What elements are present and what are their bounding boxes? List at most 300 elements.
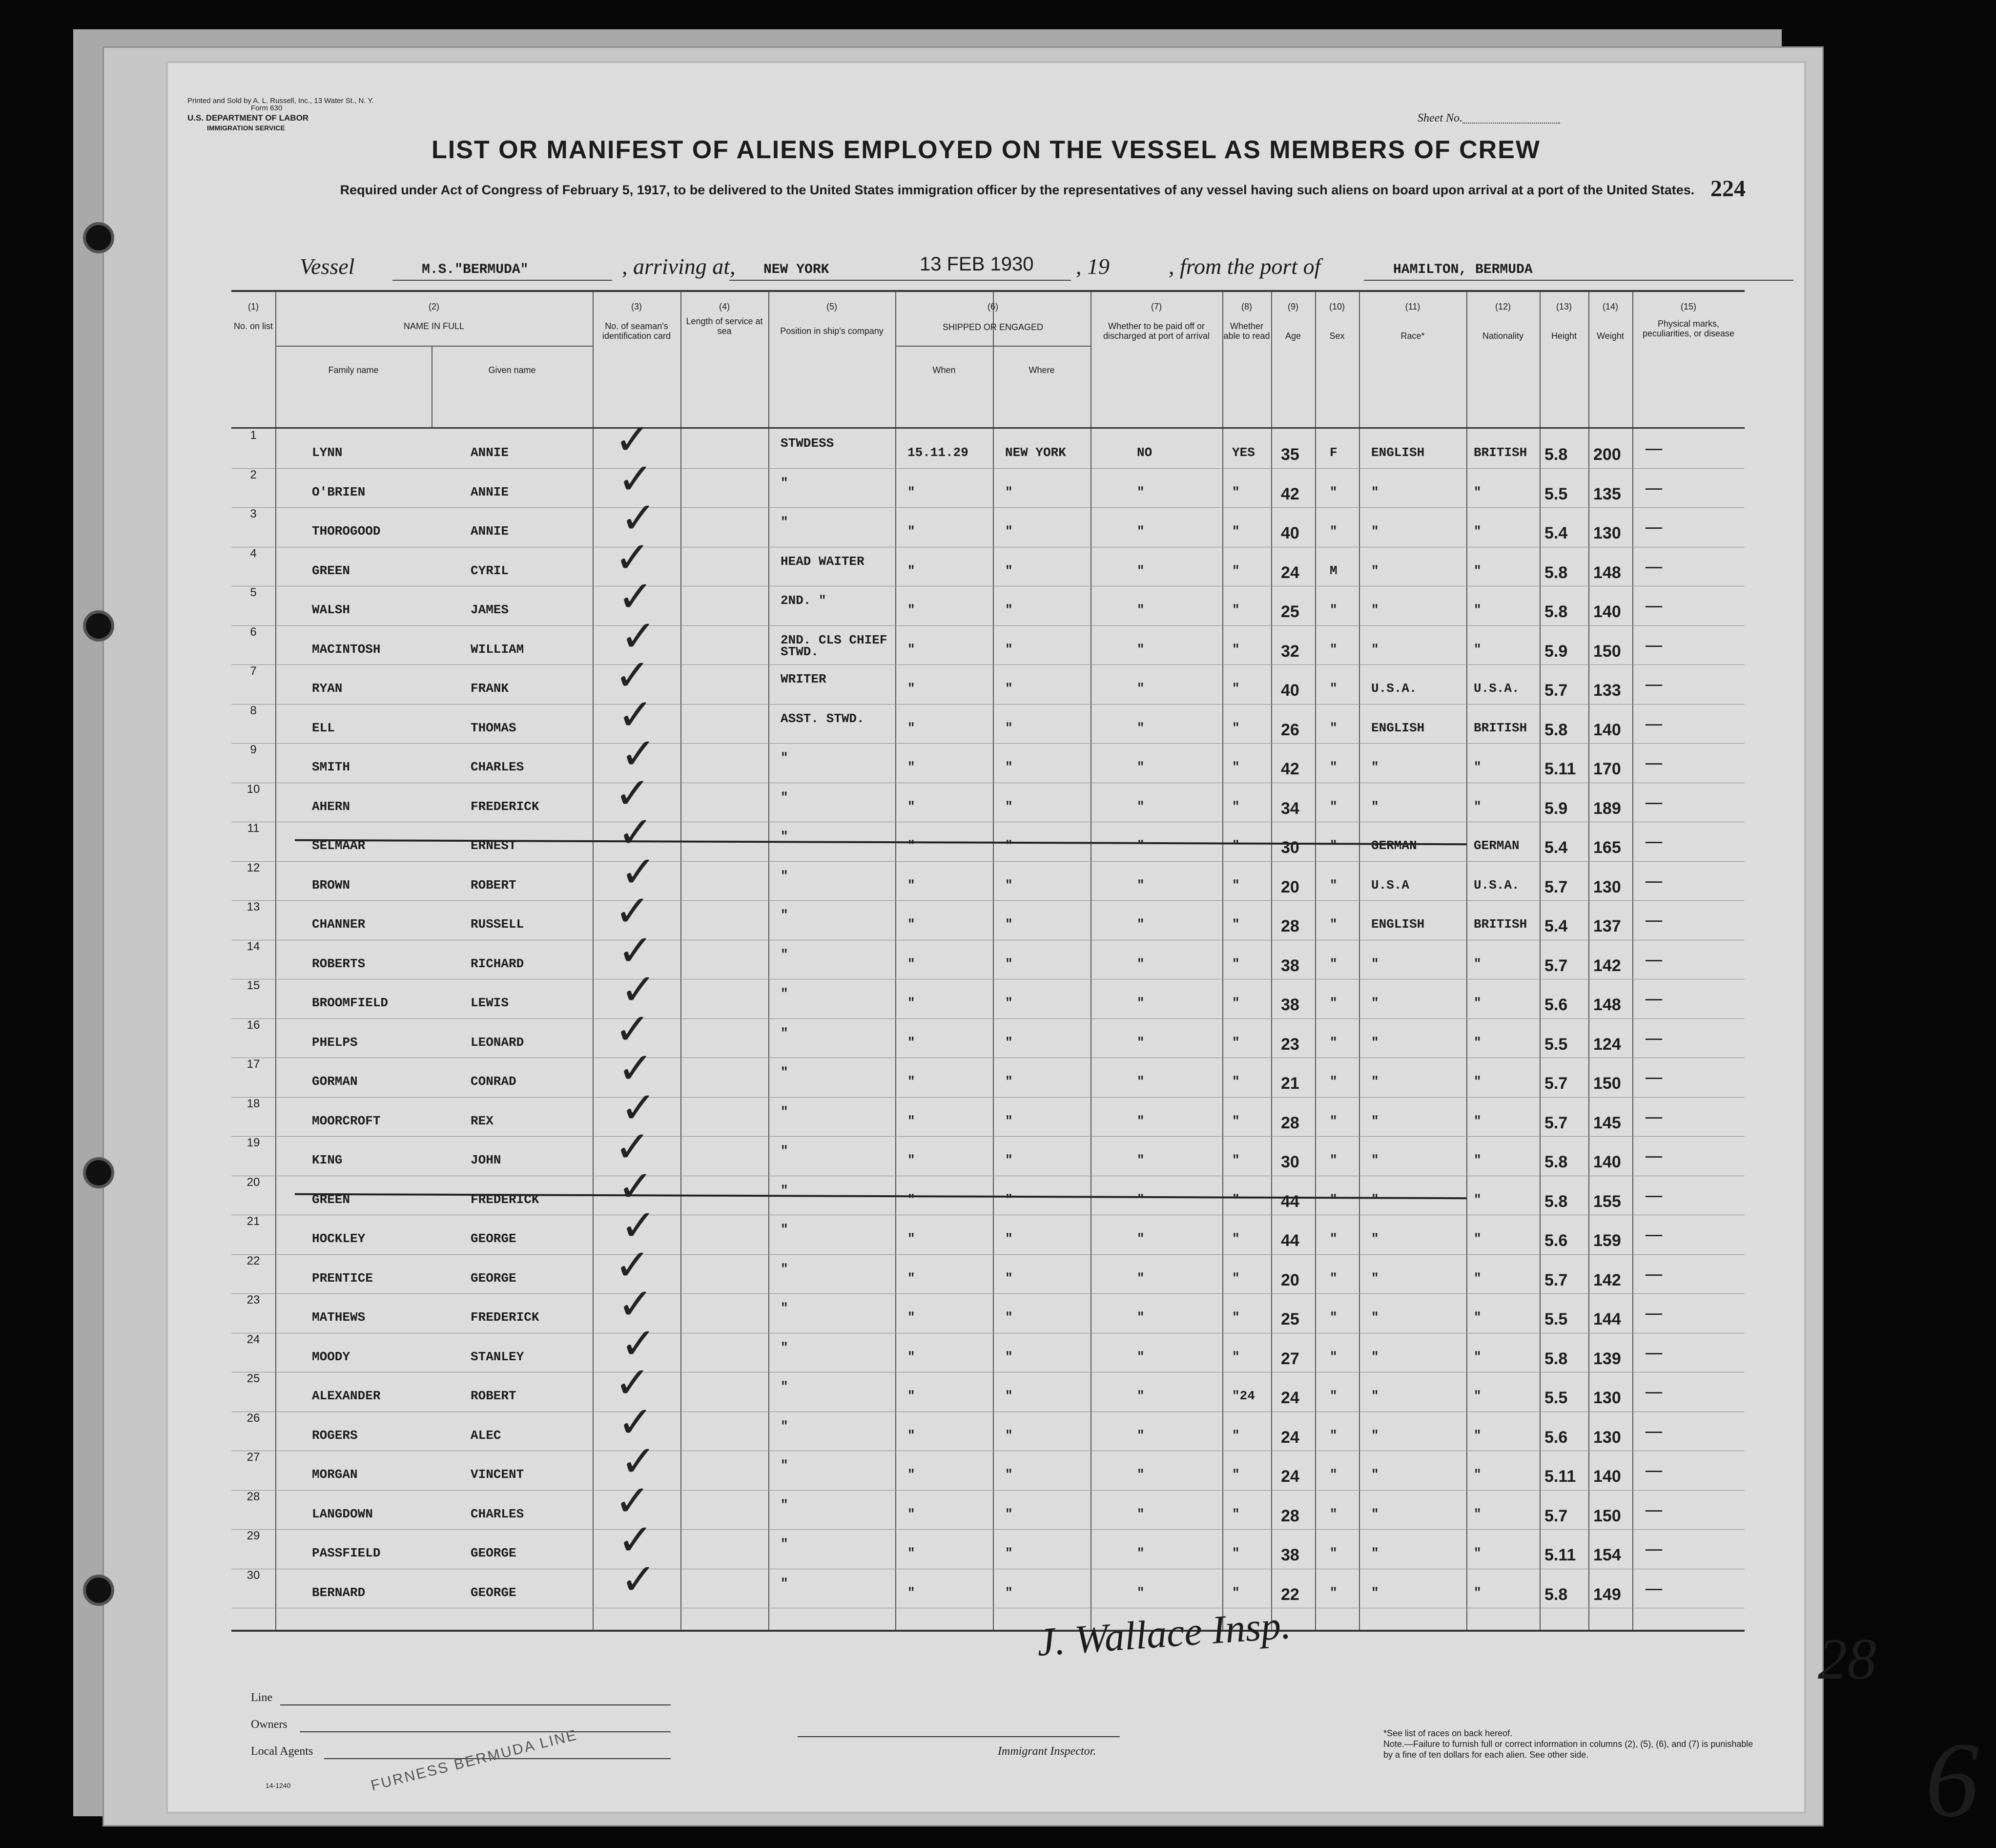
cell-where: " xyxy=(1005,996,1013,1010)
col-num-6: (6) xyxy=(988,302,998,311)
row-number: 7 xyxy=(250,664,257,678)
cell-given: GEORGE xyxy=(471,1270,516,1286)
cell-position: HEAD WAITER xyxy=(781,554,864,569)
cell-read: " xyxy=(1232,602,1240,617)
cell-position: " xyxy=(781,908,788,922)
cell-when: " xyxy=(907,1192,915,1207)
col-num-4: (4) xyxy=(719,302,730,311)
cell-family: BROWN xyxy=(312,877,350,893)
cell-when: " xyxy=(907,1585,915,1600)
cell-age: 38 xyxy=(1281,1546,1299,1564)
cell-nat: " xyxy=(1474,1113,1482,1128)
row-number: 27 xyxy=(247,1451,260,1464)
cell-position: " xyxy=(781,515,788,529)
row-number: 2 xyxy=(250,468,257,481)
row-number: 4 xyxy=(250,546,257,560)
cell-given: FREDERICK xyxy=(471,1192,539,1207)
col-num-15: (15) xyxy=(1680,302,1696,311)
cell-sex: " xyxy=(1330,1467,1338,1482)
marks-dash-icon: — xyxy=(1645,1027,1663,1049)
cell-where: " xyxy=(1005,1074,1013,1089)
header-paid-off: Whether to be paid off or discharged at port of arrival xyxy=(1103,321,1210,341)
marks-dash-icon: — xyxy=(1645,595,1663,616)
cell-age: 21 xyxy=(1281,1074,1299,1093)
cell-sex: " xyxy=(1330,1585,1338,1600)
footer-owners-label: Owners xyxy=(251,1718,288,1731)
cell-race: " xyxy=(1371,799,1379,814)
cell-given: ROBERT xyxy=(471,1389,516,1403)
date-underline xyxy=(915,280,1071,281)
cell-position: " xyxy=(781,1537,788,1551)
cell-read: " xyxy=(1232,1192,1240,1207)
check-mark-icon: ✓ xyxy=(615,768,651,818)
cell-when: " xyxy=(907,602,915,617)
arriving-port: NEW YORK xyxy=(763,262,829,277)
cell-family: O'BRIEN xyxy=(312,484,366,499)
cell-when: " xyxy=(907,838,915,853)
cell-given: ANNIE xyxy=(471,524,509,539)
row-number: 15 xyxy=(247,979,260,992)
cell-where: " xyxy=(1005,1546,1013,1560)
cell-height: 5.7 xyxy=(1544,877,1568,896)
cell-paid: " xyxy=(1137,996,1145,1010)
cell-read: " xyxy=(1232,1310,1240,1325)
cell-read: " xyxy=(1232,996,1240,1010)
cell-weight: 144 xyxy=(1593,1310,1621,1329)
cell-nat: " xyxy=(1474,996,1482,1010)
cell-weight: 142 xyxy=(1593,956,1621,975)
cell-paid: " xyxy=(1137,877,1145,893)
cell-weight: 145 xyxy=(1593,1113,1621,1132)
cell-height: 5.5 xyxy=(1544,484,1568,503)
arriving-label: , arriving at, xyxy=(622,254,736,279)
cell-weight: 165 xyxy=(1593,838,1621,857)
cell-given: CHARLES xyxy=(471,1506,524,1521)
row-number: 30 xyxy=(247,1568,260,1582)
marks-dash-icon: — xyxy=(1645,791,1663,813)
footer-agents-label: Local Agents xyxy=(251,1745,313,1758)
cell-weight: 135 xyxy=(1593,484,1621,503)
cell-family: ROGERS xyxy=(312,1428,358,1443)
cell-where: " xyxy=(1005,484,1013,499)
cell-position: ASST. STWD. xyxy=(781,711,864,726)
cell-height: 5.8 xyxy=(1544,1192,1568,1211)
cell-given: REX xyxy=(471,1113,494,1128)
cell-nat: " xyxy=(1474,602,1482,617)
cell-when: " xyxy=(907,1506,915,1521)
cell-given: LEONARD xyxy=(471,1035,524,1050)
cell-age: 25 xyxy=(1281,602,1299,621)
cell-read: " xyxy=(1232,1467,1240,1482)
cell-age: 23 xyxy=(1281,1035,1299,1054)
arrival-date-stamp: 13 FEB 1930 xyxy=(920,253,1034,275)
cell-family: WALSH xyxy=(312,602,350,617)
cell-family: ELL xyxy=(312,720,335,735)
check-mark-icon: ✓ xyxy=(615,650,651,700)
cell-sex: F xyxy=(1330,445,1338,460)
cell-when: " xyxy=(907,1074,915,1089)
cell-race: " xyxy=(1371,1349,1379,1364)
marks-dash-icon: — xyxy=(1645,831,1663,852)
cell-nat: " xyxy=(1474,1585,1482,1600)
table-row xyxy=(231,414,1745,468)
row-number: 12 xyxy=(247,861,260,874)
cell-when: " xyxy=(907,956,915,971)
cell-weight: 155 xyxy=(1593,1192,1621,1211)
cell-family: MACINTOSH xyxy=(312,642,381,657)
cell-given: CHARLES xyxy=(471,760,524,774)
row-number: 28 xyxy=(247,1490,260,1503)
cell-nat: " xyxy=(1474,1310,1482,1325)
row-number: 6 xyxy=(250,625,257,639)
cell-given: GEORGE xyxy=(471,1585,516,1600)
vessel-info-row xyxy=(300,253,1803,283)
col-num-14: (14) xyxy=(1602,302,1618,311)
col-num-3: (3) xyxy=(631,302,642,311)
cell-family: SELMAAR xyxy=(312,838,366,853)
footer-notes xyxy=(1383,1728,1754,1760)
page-stamp: 224 xyxy=(1710,176,1746,202)
cell-height: 5.4 xyxy=(1544,524,1568,542)
cell-position: " xyxy=(781,1261,788,1276)
check-mark-icon: ✓ xyxy=(617,1396,654,1447)
cell-height: 5.8 xyxy=(1544,602,1568,621)
inspector-label: Immigrant Inspector. xyxy=(998,1745,1096,1758)
cell-when: " xyxy=(907,1349,915,1364)
cell-when: " xyxy=(907,877,915,893)
inspector-signature-line xyxy=(798,1736,1120,1737)
cell-read: " xyxy=(1232,760,1240,774)
row-number: 18 xyxy=(247,1097,260,1110)
row-number: 8 xyxy=(250,704,257,717)
row-number: 11 xyxy=(247,822,260,835)
cell-race: " xyxy=(1371,1270,1379,1286)
cell-paid: " xyxy=(1137,1270,1145,1286)
sheet-no-field xyxy=(1462,123,1560,124)
row-number: 9 xyxy=(250,743,257,756)
cell-height: 5.9 xyxy=(1544,642,1568,661)
cell-sex: " xyxy=(1330,838,1338,853)
cell-when: " xyxy=(907,681,915,696)
cell-when: " xyxy=(907,563,915,578)
cell-given: GEORGE xyxy=(471,1231,516,1246)
row-number: 29 xyxy=(247,1529,260,1542)
cell-position: " xyxy=(781,986,788,1001)
cell-where: " xyxy=(1005,524,1013,539)
cell-where: " xyxy=(1005,1231,1013,1246)
check-mark-icon: ✓ xyxy=(617,1043,654,1093)
cell-age: 40 xyxy=(1281,681,1299,700)
cell-read: " xyxy=(1232,1506,1240,1521)
check-mark-icon: ✓ xyxy=(620,846,657,897)
year-label: , 19 xyxy=(1076,254,1110,279)
check-mark-icon: ✓ xyxy=(615,414,651,464)
cell-race: " xyxy=(1371,602,1379,617)
cell-nat: " xyxy=(1474,1467,1482,1482)
cell-height: 5.5 xyxy=(1544,1310,1568,1329)
marks-dash-icon: — xyxy=(1645,712,1663,734)
cell-read: " xyxy=(1232,720,1240,735)
cell-read: " xyxy=(1232,563,1240,578)
check-mark-icon: ✓ xyxy=(617,571,654,622)
cell-where: " xyxy=(1005,1035,1013,1050)
marks-dash-icon: — xyxy=(1645,516,1663,538)
cell-family: MOODY xyxy=(312,1349,350,1364)
cell-weight: 140 xyxy=(1593,720,1621,739)
check-mark-icon: ✓ xyxy=(620,493,657,543)
cell-sex: " xyxy=(1330,1113,1338,1128)
header-no-on-list: No. on list xyxy=(233,321,273,331)
cell-height: 5.7 xyxy=(1544,1113,1568,1132)
cell-sex: M xyxy=(1330,563,1338,578)
col-num-13: (13) xyxy=(1556,302,1572,311)
cell-sex: " xyxy=(1330,681,1338,696)
cell-read: " xyxy=(1232,1270,1240,1286)
row-number: 1 xyxy=(250,429,257,442)
cell-when: " xyxy=(907,1113,915,1128)
col-num-7: (7) xyxy=(1151,302,1162,311)
cell-when: " xyxy=(907,1428,915,1443)
check-mark-icon: ✓ xyxy=(617,1279,654,1329)
check-mark-icon: ✓ xyxy=(617,925,654,976)
cell-paid: " xyxy=(1137,1074,1145,1089)
cell-height: 5.9 xyxy=(1544,799,1568,818)
cell-paid: " xyxy=(1137,1467,1145,1482)
cell-read: " xyxy=(1232,484,1240,499)
vessel-name: M.S."BERMUDA" xyxy=(422,262,529,277)
header-length-service: Length of service at sea xyxy=(686,316,763,336)
check-mark-icon: ✓ xyxy=(617,807,654,857)
marks-dash-icon: — xyxy=(1645,1341,1663,1363)
cell-weight: 130 xyxy=(1593,1389,1621,1407)
cell-paid: " xyxy=(1137,956,1145,971)
cell-position: " xyxy=(781,750,788,765)
cell-age: 24 xyxy=(1281,1389,1299,1407)
cell-family: GREEN xyxy=(312,1192,350,1207)
cell-weight: 189 xyxy=(1593,799,1621,818)
cell-weight: 130 xyxy=(1593,1428,1621,1447)
cell-when: " xyxy=(907,996,915,1010)
check-mark-icon: ✓ xyxy=(615,1121,651,1172)
cell-height: 5.8 xyxy=(1544,563,1568,582)
header-where: Where xyxy=(1029,365,1055,375)
cell-position: " xyxy=(781,789,788,805)
check-mark-icon: ✓ xyxy=(620,1200,657,1250)
cell-nat: GERMAN xyxy=(1474,838,1520,853)
cell-sex: " xyxy=(1330,799,1338,814)
cell-weight: 130 xyxy=(1593,524,1621,542)
cell-given: JAMES xyxy=(471,602,509,617)
check-mark-icon: ✓ xyxy=(615,886,651,936)
check-mark-icon: ✓ xyxy=(620,1082,657,1133)
cell-position: " xyxy=(781,475,788,490)
header-marks: Physical marks, peculiarities, or disease xyxy=(1642,319,1735,338)
header-height: Height xyxy=(1551,331,1577,341)
cell-sex: " xyxy=(1330,917,1338,932)
cell-height: 5.4 xyxy=(1544,917,1568,935)
check-mark-icon: ✓ xyxy=(620,1318,657,1369)
header-name-in-full: NAME IN FULL xyxy=(403,321,465,331)
cell-sex: " xyxy=(1330,1231,1338,1246)
cell-height: 5.7 xyxy=(1544,1074,1568,1093)
cell-race: ENGLISH xyxy=(1371,917,1425,932)
cell-sex: " xyxy=(1330,1310,1338,1325)
row-number: 19 xyxy=(247,1136,260,1149)
cell-age: 28 xyxy=(1281,917,1299,935)
cell-position: " xyxy=(781,1222,788,1237)
cell-race: GERMAN xyxy=(1371,838,1417,853)
cell-nat: " xyxy=(1474,1074,1482,1089)
col-num-8: (8) xyxy=(1241,302,1252,311)
cell-race: " xyxy=(1371,1310,1379,1325)
cell-family: HOCKLEY xyxy=(312,1231,366,1246)
cell-read: " xyxy=(1232,838,1240,853)
cell-nat: " xyxy=(1474,524,1482,539)
line-stamp: FURNESS BERMUDA LINE xyxy=(369,1726,579,1794)
cell-race: " xyxy=(1371,1231,1379,1246)
header-nationality: Nationality xyxy=(1482,331,1524,341)
cell-weight: 200 xyxy=(1593,445,1621,464)
cell-age: 22 xyxy=(1281,1585,1299,1604)
cell-when: " xyxy=(907,799,915,814)
cell-given: CONRAD xyxy=(471,1074,516,1089)
cell-paid: " xyxy=(1137,1546,1145,1560)
cell-age: 24 xyxy=(1281,1467,1299,1486)
cell-sex: " xyxy=(1330,1546,1338,1560)
header-shipped: SHIPPED OR ENGAGED xyxy=(942,322,1044,332)
marks-dash-icon: — xyxy=(1645,477,1663,498)
marks-dash-icon: — xyxy=(1645,988,1663,1009)
marks-dash-icon: — xyxy=(1645,948,1663,970)
inspector-signature: J. Wallace Insp. xyxy=(1035,1602,1293,1665)
cell-age: 44 xyxy=(1281,1192,1299,1211)
marks-dash-icon: — xyxy=(1645,1302,1663,1324)
cell-paid: " xyxy=(1137,642,1145,657)
cell-position: 2ND. " xyxy=(781,593,826,608)
cell-sex: " xyxy=(1330,1153,1338,1167)
cell-family: KING xyxy=(312,1153,343,1167)
cell-nat: " xyxy=(1474,1428,1482,1443)
row-number: 24 xyxy=(247,1332,260,1346)
cell-when: " xyxy=(907,1270,915,1286)
header-sex: Sex xyxy=(1329,331,1345,341)
cell-read: " xyxy=(1232,1153,1240,1167)
check-mark-icon: ✓ xyxy=(615,1003,651,1054)
cell-weight: 149 xyxy=(1593,1585,1621,1604)
cell-given: FREDERICK xyxy=(471,1310,539,1325)
crew-table xyxy=(231,290,1745,1632)
cell-family: BROOMFIELD xyxy=(312,996,389,1010)
col-num-9: (9) xyxy=(1288,302,1298,311)
cell-weight: 140 xyxy=(1593,1467,1621,1486)
cell-position: " xyxy=(781,1379,788,1394)
cell-read: " xyxy=(1232,877,1240,893)
from-port: HAMILTON, BERMUDA xyxy=(1393,262,1533,277)
cell-when: " xyxy=(907,1153,915,1167)
cell-weight: 154 xyxy=(1593,1546,1621,1564)
cell-read: " xyxy=(1232,681,1240,696)
cell-paid: " xyxy=(1137,1113,1145,1128)
cell-race: " xyxy=(1371,1389,1379,1403)
footer-owners-field xyxy=(300,1731,671,1732)
cell-when: " xyxy=(907,760,915,774)
cell-where: " xyxy=(1005,1467,1013,1482)
cell-position: " xyxy=(781,1576,788,1591)
marks-dash-icon: — xyxy=(1645,1224,1663,1245)
cell-height: 5.8 xyxy=(1544,1349,1568,1368)
row-number: 16 xyxy=(247,1018,260,1032)
cell-where: " xyxy=(1005,917,1013,932)
cell-sex: " xyxy=(1330,877,1338,893)
cell-sex: " xyxy=(1330,1389,1338,1403)
cell-weight: 148 xyxy=(1593,996,1621,1014)
cell-nat: " xyxy=(1474,1035,1482,1050)
row-number: 3 xyxy=(250,507,257,520)
cell-weight: 133 xyxy=(1593,681,1621,700)
cell-nat: " xyxy=(1474,1349,1482,1364)
cell-where: " xyxy=(1005,1585,1013,1600)
cell-nat: BRITISH xyxy=(1474,445,1527,460)
page-number-note: 6 xyxy=(1925,1720,1979,1839)
row-number: 22 xyxy=(247,1254,260,1267)
header-race: Race* xyxy=(1400,331,1425,341)
cell-where: " xyxy=(1005,956,1013,971)
manifest-sheet xyxy=(166,61,1979,1839)
cell-where: " xyxy=(1005,602,1013,617)
cell-where: " xyxy=(1005,1506,1013,1521)
row-number: 23 xyxy=(247,1293,260,1307)
marks-dash-icon: — xyxy=(1645,437,1663,459)
check-mark-icon: ✓ xyxy=(615,1239,651,1290)
cell-height: 5.8 xyxy=(1544,1153,1568,1171)
cell-nat: U.S.A. xyxy=(1474,681,1520,696)
footer-form-code: 14-1240 xyxy=(266,1782,291,1789)
cell-weight: 148 xyxy=(1593,563,1621,582)
cell-race: ENGLISH xyxy=(1371,445,1425,460)
cell-family: PASSFIELD xyxy=(312,1546,381,1560)
cell-read: " xyxy=(1232,1349,1240,1364)
cell-nat: " xyxy=(1474,1192,1482,1207)
cell-race: " xyxy=(1371,1467,1379,1482)
cell-nat: " xyxy=(1474,956,1482,971)
cell-paid: " xyxy=(1137,1231,1145,1246)
cell-age: 24 xyxy=(1281,563,1299,582)
cell-paid: " xyxy=(1137,563,1145,578)
cell-race: " xyxy=(1371,1546,1379,1560)
cell-when: " xyxy=(907,1035,915,1050)
cell-given: RICHARD xyxy=(471,956,524,971)
cell-age: 38 xyxy=(1281,996,1299,1014)
cell-age: 40 xyxy=(1281,524,1299,542)
cell-height: 5.6 xyxy=(1544,996,1568,1014)
cell-position: STWDESS xyxy=(781,436,834,451)
cell-when: " xyxy=(907,1310,915,1325)
row-number: 14 xyxy=(247,939,260,953)
cell-height: 5.7 xyxy=(1544,681,1568,700)
port-underline xyxy=(729,280,925,281)
cell-sex: " xyxy=(1330,1035,1338,1050)
cell-race: " xyxy=(1371,760,1379,774)
cell-read: "24 xyxy=(1232,1389,1255,1403)
cell-nat: " xyxy=(1474,1153,1482,1167)
cell-given: GEORGE xyxy=(471,1546,516,1560)
cell-sex: " xyxy=(1330,956,1338,971)
cell-paid: NO xyxy=(1137,445,1152,460)
cell-family: GREEN xyxy=(312,563,350,578)
cell-nat: " xyxy=(1474,563,1482,578)
cell-sex: " xyxy=(1330,1506,1338,1521)
check-mark-icon: ✓ xyxy=(620,610,657,661)
